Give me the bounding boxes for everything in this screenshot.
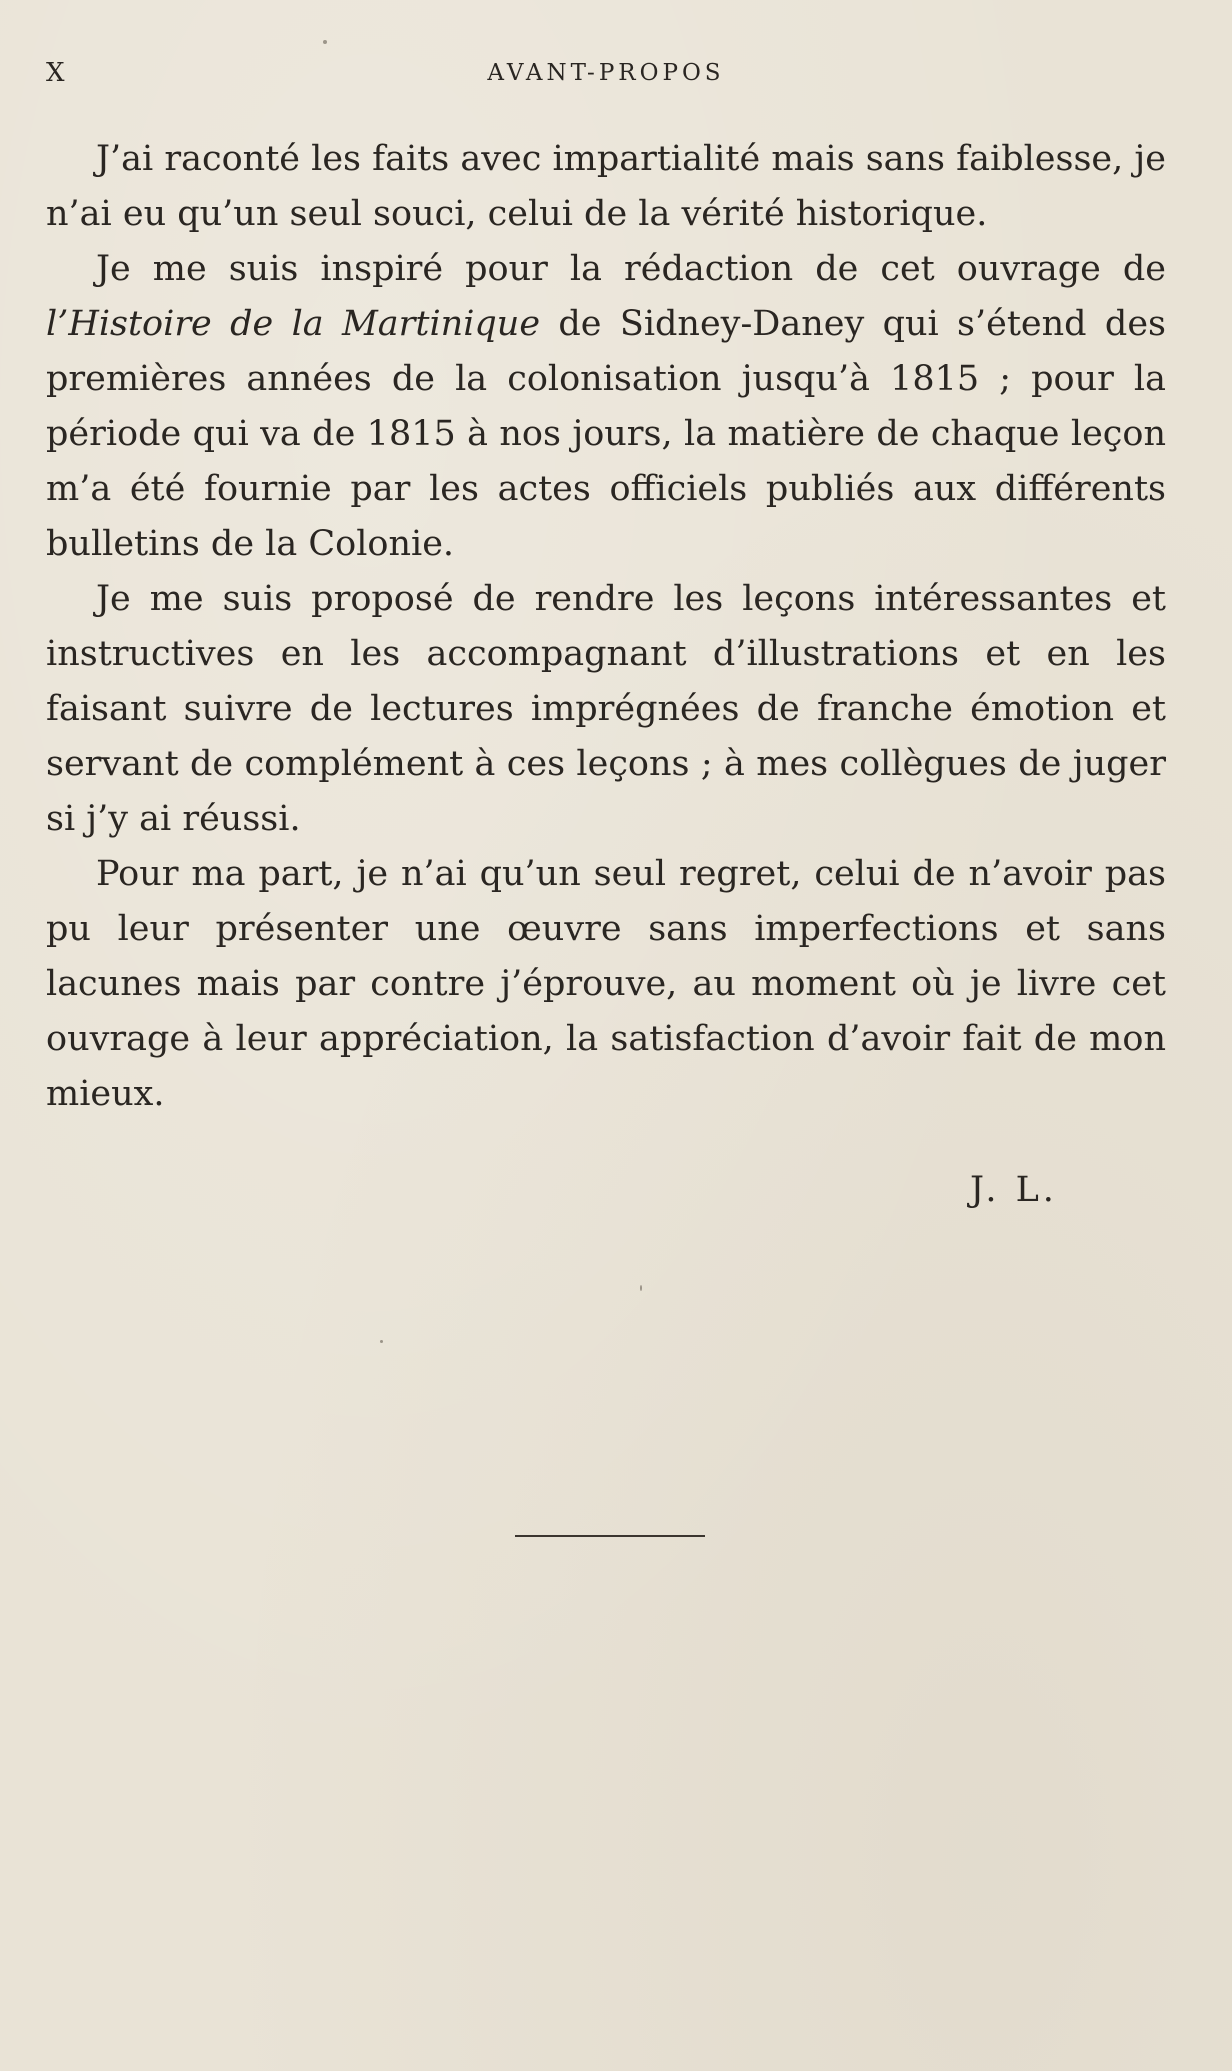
end-rule (515, 1535, 705, 1537)
paragraph (46, 242, 1166, 572)
body-text (46, 132, 1166, 1122)
paragraph: Je me suis proposé de rendre les leçons intéressantes et instructives en les accompagnant d’illustrations et en les faisant suivre de lectures imprégnées de franche émotion et servant de complément à ces leçons ; à mes collègues de juger si j’y ai réussi. (46, 579, 1166, 839)
page-number: X (46, 58, 66, 88)
paper-speck (640, 1285, 642, 1291)
paragraph: J’ai raconté les faits avec impartialité mais sans faiblesse, je n’ai eu qu’un seul souci, celui de la vérité historique. (46, 139, 1166, 234)
signature-initials: J. L. (970, 1170, 1058, 1210)
book-title-italic: l’Histoire de la Martinique (46, 304, 541, 344)
paper-speck (323, 40, 327, 44)
running-head (46, 58, 1166, 98)
paragraph: Pour ma part, je n’ai qu’un seul regret, celui de n’avoir pas pu leur présenter une œuvre sans imperfections et sans lacunes mais par contre j’éprouve, au moment où je livre cet ouvrage à leur appréciation, la satisfaction d’avoir fait de mon mieux. (46, 854, 1166, 1114)
page-title: AVANT-PROPOS (487, 60, 725, 86)
paragraph-text: de Sidney-Daney qui s’étend des premières années de la colonisation jusqu’à 1815 ; pour la période qui va de 1815 à nos jours, la matière de chaque leçon m’a été fournie par les actes officiels publiés aux différents bulletins de la Colonie. (46, 304, 1166, 564)
paper-speck (380, 1340, 383, 1343)
paragraph-text: Je me suis inspiré pour la rédaction de cet ouvrage de (96, 249, 1166, 289)
